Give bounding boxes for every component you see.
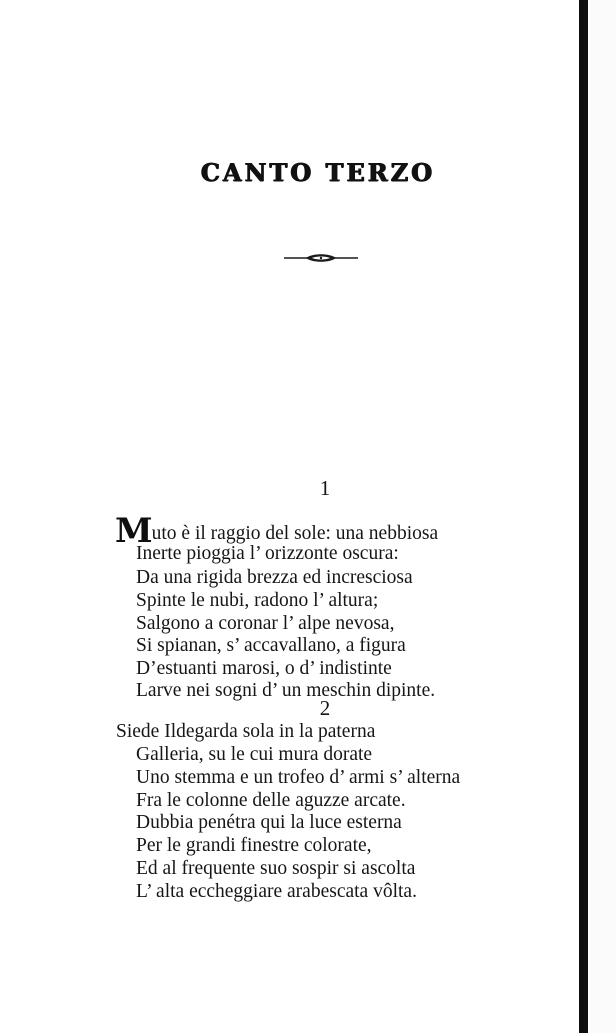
canto-title: CANTO TERZO [200, 158, 436, 187]
verse-line: Galleria, su le cui mura dorate [136, 744, 373, 765]
verse-line: Fra le colonne delle aguzze arcate. [136, 790, 406, 811]
page-margin-strip [588, 0, 616, 1033]
verse-line: Inerte pioggia l’ orizzonte oscura: [136, 543, 399, 564]
verse-line: D’estuanti marosi, o d’ indistinte [136, 658, 392, 679]
verse-line: Spinte le nubi, radono l’ altura; [136, 590, 379, 611]
stanza-number: 2 [319, 696, 331, 720]
verse-line: Salgono a coronar l’ alpe nevosa, [136, 613, 395, 634]
verse-line: Larve nei sogni d’ un meschin dipinte. [136, 680, 436, 701]
verse-line: Per le grandi finestre colorate, [136, 835, 372, 856]
page-binding-edge [579, 0, 588, 1033]
verse-line: Ed al frequente suo sospir si ascolta [136, 858, 416, 879]
stanza-number: 1 [319, 476, 331, 500]
fleuron-rule-icon [282, 252, 360, 264]
verse-line: Dubbia penétra qui la luce esterna [136, 812, 402, 833]
verse-line: Uno stemma e un trofeo d’ armi s’ alterna [136, 767, 461, 788]
drop-cap: M [115, 511, 152, 551]
verse-line: Da una rigida brezza ed incresciosa [136, 567, 413, 588]
verse-line: Si spianan, s’ accavallano, a figura [136, 635, 406, 656]
verse-line: Siede Ildegarda sola in la paterna [116, 721, 376, 742]
verse-line: L’ alta eccheggiare arabescata vôlta. [136, 881, 417, 902]
verse-line-text: uto è il raggio del sole: una nebbiosa [151, 523, 439, 544]
